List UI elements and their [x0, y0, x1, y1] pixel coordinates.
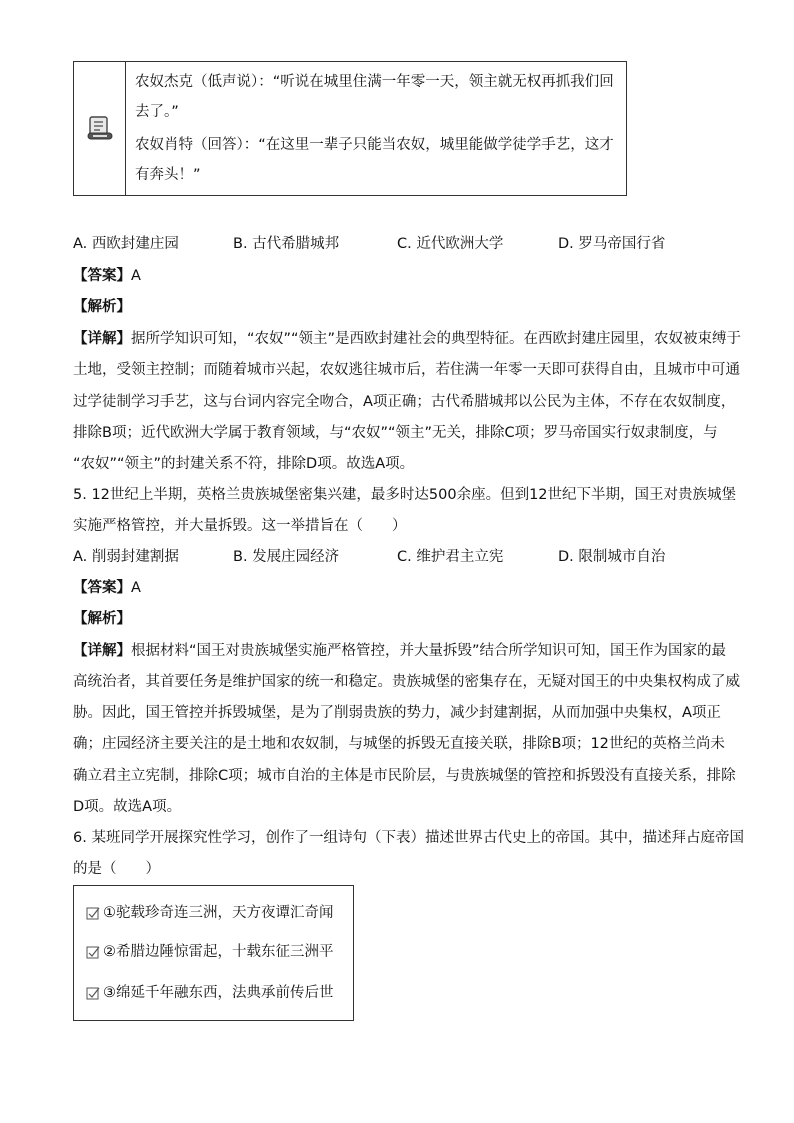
answer-line: 【答案】A	[73, 268, 141, 284]
detail-line: D项。故选A项。	[73, 799, 182, 815]
detail-line: 确；庄园经济主要关注的是土地和农奴制，与城堡的拆毁无直接关联，排除B项；12世纪的英格兰尚未	[73, 736, 725, 752]
option-d: D. 罗马帝国行省	[558, 236, 666, 252]
question-stem: 5. 12世纪上半期，英格兰贵族城堡密集兴建，最多时达500余座。但到12世纪下半期，国王对贵族城堡	[73, 487, 737, 503]
option-b: B. 古代希腊城邦	[233, 236, 340, 252]
detail-line: 【详解】根据材料“国王对贵族城堡实施严格管控，并大量拆毁”结合所学知识可知，国王作为国家的最	[73, 643, 727, 659]
answer-line: 【答案】A	[73, 580, 141, 596]
analysis-label: 【解析】	[73, 299, 131, 315]
detail-line: 【详解】据所学知识可知，“农奴”“领主”是西欧封建社会的典型特征。在西欧封建庄园里，农奴被束缚于	[73, 331, 742, 347]
detail-line: 土地，受领主控制；而随着城市兴起，农奴逃往城市后，若住满一年零一天即可获得自由，且城市中可通	[73, 362, 740, 378]
checkbox-icon	[86, 945, 101, 960]
poem-table	[73, 885, 354, 1021]
question-stem: 实施严格管控，并大量拆毁。这一举措旨在（ ）	[73, 518, 407, 534]
option-c: C. 近代欧洲大学	[397, 236, 504, 252]
material-line: 农奴杰克（低声说）：“听说在城里住满一年零一天，领主就无权再抓我们回	[135, 74, 614, 90]
detail-line: 确立君主立宪制，排除C项；城市自治的主体是市民阶层，与贵族城堡的管控和拆毁没有直接关系，排除	[73, 768, 736, 784]
poem-row: ③绵延千年融东西，法典承前传后世	[86, 982, 334, 1004]
material-line: 农奴肖特（回答）：“在这里一辈子只能当农奴，城里能做学徒学手艺，这才	[135, 137, 614, 153]
question-stem: 的是（ ）	[73, 861, 160, 877]
poem-row: ①驼载珍奇连三洲，天方夜谭汇奇闻	[86, 902, 334, 924]
detail-line: 过学徒制学习手艺，这与台词内容完全吻合，A项正确；古代希腊城邦以公民为主体，不存在农奴制度，	[73, 394, 736, 410]
detail-line: 胁。因此，国王管控并拆毁城堡，是为了削弱贵族的势力，减少封建割据，从而加强中央集权，A项正	[73, 705, 721, 721]
detail-line: 高统治者，其首要任务是维护国家的统一和稳定。贵族城堡的密集存在，无疑对国王的中央集权构成了威	[73, 674, 740, 690]
option-a: A. 西欧封建庄园	[73, 236, 179, 252]
material-line: 去了。”	[135, 104, 179, 120]
question-stem: 6. 某班同学开展探究性学习，创作了一组诗句（下表）描述世界古代史上的帝国。其中，描述拜占庭帝国	[73, 830, 744, 846]
checkbox-icon	[86, 986, 101, 1001]
material-box	[73, 61, 627, 196]
analysis-label: 【解析】	[73, 611, 131, 627]
option-b: B. 发展庄园经济	[233, 549, 340, 565]
box-divider	[125, 62, 126, 195]
option-c: C. 维护君主立宪	[397, 549, 504, 565]
material-line: 有奔头！”	[135, 167, 201, 183]
option-a: A. 削弱封建割据	[73, 549, 179, 565]
option-d: D. 限制城市自治	[558, 549, 666, 565]
scroll-icon	[86, 114, 114, 142]
poem-row: ②希腊边陲惊雷起，十载东征三洲平	[86, 941, 334, 963]
detail-line: 排除B项；近代欧洲大学属于教育领域，与“农奴”“领主”无关，排除C项；罗马帝国实行奴隶制度，与	[73, 425, 718, 441]
checkbox-icon	[86, 906, 101, 921]
detail-line: “农奴”“领主”的封建关系不符，排除D项。故选A项。	[73, 456, 415, 472]
